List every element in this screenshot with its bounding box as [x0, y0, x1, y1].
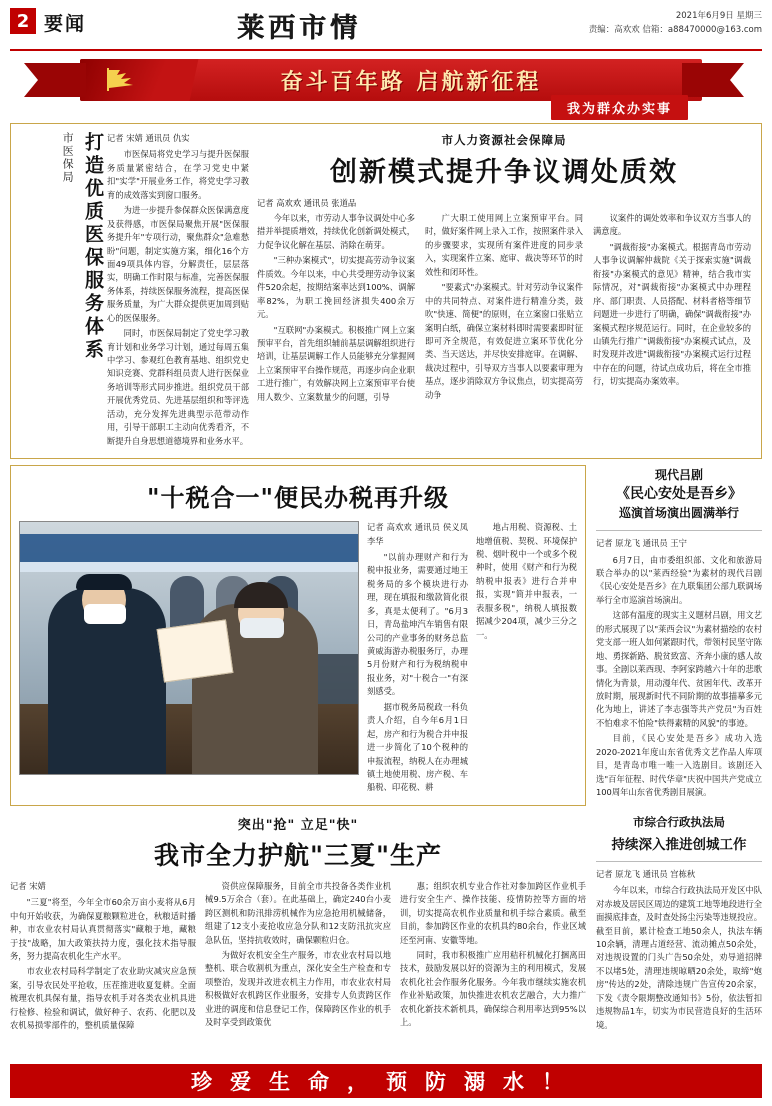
article-5-c2-p1: 资供应保障服务，目前全市共投备各类作业机械9.5万余合（套）。在此基础上，确定240台小麦跨区测机和防汛排涝机械作为应急抢用机械储备，组建了12支小麦抢收应急分队和12支防汛抗灾应急队伍，坚持抗收效时，确保颗粒归仓。 — [205, 880, 391, 945]
article-2-c3-p1: 议案件的调处效率和争议双方当事人的满意度。 — [593, 213, 751, 237]
article-4-byline: 记者 原龙飞 通讯员 王宁 — [596, 538, 687, 549]
masthead — [10, 6, 762, 51]
article-2-org: 市人力资源社会保障局 — [441, 133, 567, 147]
article-6-byline: 记者 原龙飞 通讯员 宫栋秋 — [596, 868, 696, 879]
campaign-banner — [10, 59, 762, 121]
article-1-byline: 记者 宋婧 通讯员 仇实 — [107, 133, 190, 143]
article-5 — [10, 814, 586, 1035]
article-1-para-2: 为进一步提升参保群众医保满意度及获得感，市医保局聚焦开展"医保服务提升年"专项行动，聚焦群众"急难愁盼"问题，制定实施方案，细化16个方面49项具体内容，分解责任，层层落实，明确工作时限与标准，完善医保服务体系，持续医保服务流程，提高医保服务质量，为广大群众提供更加周到贴心的医保服务。 — [107, 205, 249, 323]
article-block-1 — [10, 123, 762, 459]
article-3-c2-p1: 地占用税、资源税、土地增值税、契税、环境保护税、烟叶税中一个或多个税种时，使用《财产和行为税纳税申报表》进行合并申报，实现"简并申报表，一表服多税"，纳税人填报数据减少204项，减少三分之一。 — [476, 522, 577, 640]
masthead-meta — [512, 6, 762, 37]
article-5-c3-p1: 惠；组织农机专业合作社对参加跨区作业机手进行安全生产、操作技能、疫情防控等方面的培训，切实提高农机作业质量和机手综合素质。截至目前，参加跨区作业的农机具约80余台，作业区域还至河南、安徽等地。 — [400, 880, 586, 945]
banner-main-text: 奋斗百年路 启航新征程 — [280, 68, 542, 95]
article-5-headline: 我市全力护航"三夏"生产 — [153, 840, 443, 870]
article-3-headline: "十税合一"便民办税再升级 — [146, 483, 449, 513]
publish-date: 2021年6月9日 星期三 — [675, 11, 762, 21]
vertical-headline-wrap — [21, 132, 107, 450]
article-2-c1-p3: "互联网"办案模式。积极推广网上立案预审平台，首先组织辅前基层调解组织进行培训，让基层调解工作人员能够充分掌握网上立案预审平台操作规范，再逐步向企业职工进行推广，有效解决网上立案预审平台使用人数少、立案数量少的问题，引导 — [257, 324, 415, 402]
editor-contact: 责编：高欢欢 信箱：a88470000@163.com — [588, 24, 762, 35]
article-3 — [10, 465, 586, 806]
article-4-p2: 这部有温度的现实主义题材吕剧，用文艺的形式展现了以"莱西会议"为素材描绘的农村党支部一班人如何紧跟时代，带领村民坚守陈地、勇探新路、脱贫致富、齐奔小康的感人故事。全剧以莱西现、李阿家跨越六十年的悲歌情化为背景，用动漫年代、贫困年代、改革开放时期，展现新时代不同阶期的故事描摹多元化为地上，讲述了李志强等共产党员"为百姓不怕难求不怕险"铁得素精的风貌"的事迹。 — [596, 610, 762, 728]
banner-ribbon-left — [24, 63, 86, 97]
article-3-column-2 — [476, 521, 577, 797]
article-block-3 — [10, 814, 762, 1035]
article-4-kicker: 现代吕剧 — [654, 468, 703, 483]
article-5-byline: 记者 宋婧 — [10, 880, 46, 891]
article-1-para-1: 市医保局将党史学习与提升医保服务质量紧密结合，在学习党史中紧扣"实学"开展业务工作，将党史学习教育的成效落实到窗口服务。 — [107, 149, 249, 200]
footer-slogan: 珍爱生命，预防溺水！ — [10, 1064, 762, 1098]
article-block-2 — [10, 465, 762, 806]
paper-title-wrap — [86, 6, 512, 45]
article-2-c1-p1: 今年以来，市劳动人事争议调处中心多措并举提质增效，持续优化创新调处模式，力促争议化解在基层、消除在萌芽。 — [257, 213, 415, 250]
article-2-column-2 — [425, 212, 583, 406]
paper-title: 莱西市情 — [237, 13, 361, 44]
article-2-c2-p1: 广大职工使用网上立案预审平台。同时，做好案件网上录入工作，按照案件录入的步骤要求，实现所有案件进度的同步录入，实现案件立案、庭审、裁决等环节的时效性和闭环性。 — [425, 213, 583, 277]
article-2-byline: 记者 高欢欢 通讯员 张道品 — [257, 198, 357, 208]
article-2 — [257, 132, 751, 450]
article-1-vertical-title: 打造优质医保服务体系 — [82, 132, 104, 362]
article-5-c3-p2: 同时，我市积极推广应用秸秆机械化打捆离田技术，鼓励发展以好的资源为主的利用模式，发展农机化社会作服务化服务。今年我市继续实施农机作业补贴政策，加快推进农机农艺融合，大力推广农机化新技术新机具，确保综合利用率达到95%以上。 — [400, 950, 586, 1028]
article-3-column-1 — [367, 521, 468, 797]
article-2-c2-p2: "要素式"办案模式。针对劳动争议案件中的共同特点、对案件进行精准分类，鼓吹"快速、简便"的原则，在立案窗口张贴立案明白纸，确保立案材料即时需要素即时征即可齐全规范，有效促进立案环节优化分类、当天送达，并尽快安排庭审。在调解、裁决过程中，引导双方当事人以要素审理为基点，逐步消除双方争议焦点，切实提高劳动争 — [425, 282, 583, 400]
article-2-column-1 — [257, 212, 415, 406]
article-2-column-3 — [593, 212, 751, 406]
article-5-c1-p2: 市农业农村局科学制定了农业助灾减灾应急预案，引导农民处平抢收，压茬推进收夏复耕。全面梳理农机具保有量，指导农机手对各类农业机具进行检修、检验和调试，做好种子、农药、化肥以及农机易损零部件的，整机质量保障 — [10, 966, 196, 1031]
article-4-p3: 目前，《民心安处是吾乡》成功入选2020-2021年度山东省优秀文艺作品人库项目，是青岛市唯一唯一入选剧目。该剧还入选"百年征程、时代华章"庆祝中国共产党成立100周年山东省优秀剧目展演。 — [596, 733, 762, 798]
article-5-c2-p2: 为做好农机安全生产服务，市农业农村局以地整机、联合收割机为重点，深化安全生产检查和专项整治，发现并改进农机主力作用，市农业农村局积极做好农机跨区作业服务，安排专人负责跨区作业进的调度和信息登记工作，保障跨区作业的机手及时享受到政策优 — [205, 950, 391, 1028]
article-2-c3-p2: "调裁衔接"办案模式。根据青岛市劳动人事争议调解仲裁院《关于探索实施"调裁衔接"办案模式的意见》精神，结合我市实际情况，对"调裁衔接"办案模式中办理程序、部门职责、人员搭配、材料者格等细节问题进一步进行了明确，确保"调裁衔接"办案模式程序规范运行。同时，在企业较多的山镇先行推广"调裁衔接"办案模式试点，及时发现并改进"调裁衔接"办案模式运行过程中存在的问题，待试点成功后，将在全市推行，切实提高办案效率。 — [593, 241, 751, 387]
article-4-p1: 6月7日，由市委组织部、文化和旅游局联合举办的以"莱西经验"为素材的现代吕剧《民心安处是吾乡》在九联集团公部九联调场举行全市巡演首场演出。 — [596, 554, 762, 605]
article-4-body — [596, 537, 762, 799]
article-3-photo — [19, 521, 359, 775]
article-6-p1: 今年以来，市综合行政执法局开发区中队对赤坡及居民区周边的建筑工地等地段进行全面摸底排查，及时查处扬尘污染等违规投应。截至目前，累计检查工地50余人，执法车辆10余辆，清理占道经营、流动摊点50余处，对违规设置的门头广告50余处，劝导道招牌不以堵5处，清理违规晾晒20余处，取缔"炮房"传达的2处，清除违规广告宣传20余家，下发《责令限期整改通知书》5份，依法暂扣违规物品1车，切实为市民营造良好的生活环境。 — [596, 885, 762, 1030]
article-2-headline: 创新模式提升争议调处质效 — [330, 157, 678, 188]
article-5-c1-p1: "三夏"将至，今年全市60余万亩小麦将从6月中旬开始收获，为确保夏粮颗粒进仓，秋粮适时播种，市农业农村局认真贯彻落实"藏粮于地，藏粮于技"战略，加大政策扶持力度，强化技术指导服务，努力提高农机化生产水平。 — [10, 897, 196, 961]
article-5-kicker: 突出"抢" 立足"快" — [237, 817, 359, 833]
banner-sub-text: 我为群众办实事 — [551, 95, 688, 120]
article-3-c1-p1: "以前办理财产和行为税申报业务，需要通过地王税务局的多个模块进行办理，现在填报和缴款简化很多，真是太便利了。"6月3日，青岛盐坤汽车销售有限公司的产业事务的财务总监黄威海游办税服务厅，办理5月份财产和行为税纳税申报业务，对"十税合一"有深刻感受。 — [367, 551, 468, 697]
article-1-para-3: 同时，市医保局制定了党史学习教育计划和业务学习计划，通过每周五集中学习、参观红色教育基地、组织党史知识竞赛、党群科组员责人进行医保业务培训等形式同步推进。组织党员干部开展优秀党员、先进基层组织和等评选活动，充分发挥先进典型示范带动作用，引导干部职工主动向优秀看齐，不断提升自身思想道德境界和业务水平。 — [107, 328, 249, 446]
party-emblem-icon — [106, 66, 136, 92]
article-5-column-1 — [10, 880, 196, 1035]
article-6-org: 市综合行政执法局 — [633, 814, 725, 829]
page-number-badge: 2 — [10, 8, 36, 34]
article-6-body — [596, 868, 762, 1032]
article-6-headline: 持续深入推进创城工作 — [611, 836, 747, 853]
article-2-c1-p2: "三种办案模式"，切实提高劳动争议案件质效。今年以来，中心共受理劳动争议案件520余起，按期结案率达到100%、调解率82%，为职工挽回经济损失400余万元。 — [257, 255, 415, 320]
article-3-byline: 记者 高欢欢 通讯员 侯义凤 李华 — [367, 522, 468, 546]
article-4-subtitle: 巡演首场演出圆满举行 — [618, 505, 739, 520]
article-3-c1-p2: 据市税务局税政一科负责人介绍，自今年6月1日起，房产和行为税合并申报进一步简化了10个税种的申报流程，纳税人在办理城镇土地使用税、房产税、车船税、印花税、耕 — [367, 701, 468, 793]
article-5-column-3 — [400, 880, 586, 1035]
article-4-title: 《民心安处是吾乡》 — [616, 486, 742, 503]
article-5-column-2 — [205, 880, 391, 1035]
section-name: 要闻 — [44, 13, 87, 35]
article-1-department: 市医保局 — [61, 132, 75, 184]
article-6 — [596, 814, 762, 1035]
article-1-body — [107, 132, 257, 450]
article-4 — [596, 465, 762, 806]
